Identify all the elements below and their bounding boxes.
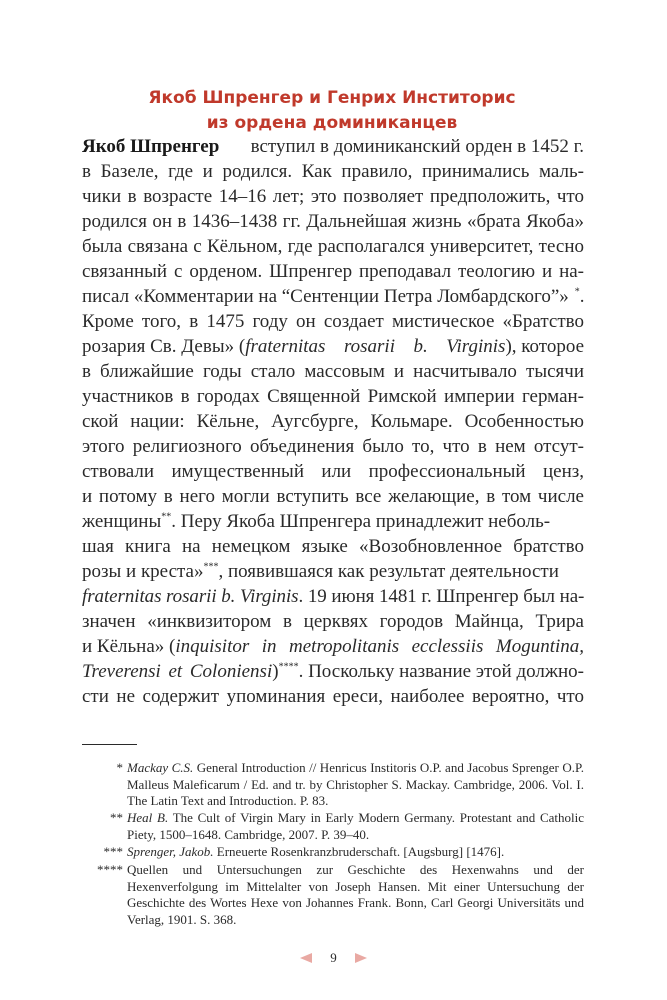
footnote-mark: * (116, 760, 123, 775)
footnote-author: Sprenger, Jakob. (127, 844, 214, 859)
latin-phrase: fraternitas rosarii b. Virginis (245, 336, 506, 357)
latin-phrase: inquisitor in metropolitanis ecclessiis Moguntina, (175, 636, 584, 657)
text-line (82, 184, 584, 209)
text-line (82, 509, 584, 534)
text-fragment: ской нации: Кёльне, Аугсбурге, Кольмаре. Особенностью (82, 411, 584, 432)
text-fragment: . (579, 286, 585, 307)
text-fragment: вступил в доминиканский орден в 1452 г. (250, 136, 584, 157)
prev-page-arrow-icon[interactable] (300, 953, 312, 963)
footnote-ref[interactable]: **** (278, 661, 299, 673)
footnote-text: Erneuerte Rosenkranzbruderschaft. [Augsburg] [1476]. (213, 844, 505, 859)
page-number: 9 (330, 950, 337, 965)
text-line (82, 159, 584, 184)
footnote-mark: ** (110, 810, 123, 825)
next-page-arrow-icon[interactable] (355, 953, 367, 963)
text-fragment: значен «инквизитором в церквях городов Майнца, Трира (82, 611, 584, 632)
text-line (82, 534, 584, 559)
text-line (82, 259, 584, 284)
text-fragment: , появившаяся как результат деятельности (218, 561, 559, 582)
footnote-author: Mackay C.S. (127, 760, 194, 775)
text-fragment: Кроме того, в 1475 году он создает мистическое «Братство (82, 311, 584, 332)
text-line (82, 434, 584, 459)
text-line (82, 634, 584, 659)
text-line (82, 209, 584, 234)
text-fragment: ) (272, 661, 279, 682)
footnote-ref[interactable]: *** (203, 561, 219, 573)
text-fragment: в ближайшие годы стало массовым и насчитывало тысячи (82, 361, 584, 382)
text-fragment: этого религиозного объединения было то, что в нем отсут- (82, 436, 584, 457)
chapter-heading-line-2: из ордена доминиканцев (206, 113, 458, 133)
text-line (82, 459, 584, 484)
text-fragment: и потому в него могли вступить все желающие, в том числе (82, 486, 584, 507)
text-line (82, 659, 584, 684)
footnote-ref[interactable]: ** (161, 511, 172, 523)
text-fragment: женщины (82, 511, 162, 532)
text-fragment: связанный с орденом. Шпренгер преподавал теологию и на- (82, 261, 584, 282)
text-fragment: чики в возрасте 14–16 лет; это позволяет предположить, что (82, 186, 584, 207)
footnote-mark: *** (103, 844, 123, 859)
footnote-divider (82, 744, 137, 745)
footnote (82, 810, 584, 843)
footnote-text: Quellen und Untersuchungen zur Geschichte des Hexenwahns und der Hexenverfolgung im Mittelalter von Joseph Hansen. Mit einer Untersuchung der Geschichte des Wortes Hexe von Johannes Frank. Bonn, Carl Georgi Universitäts und Verlag, 1901. S. 368. (127, 862, 584, 927)
text-line (82, 684, 584, 709)
text-fragment: . Перу Якоба Шпренгера принадлежит неболь- (171, 511, 551, 532)
text-fragment: и Кёльна» ( (82, 636, 176, 657)
text-fragment: в Базеле, где и родился. Как правило, принимались маль- (82, 161, 584, 182)
text-line (82, 134, 584, 159)
text-fragment: . 19 июня 1481 г. Шпренгер был на- (298, 586, 585, 607)
page-footer (0, 950, 667, 966)
latin-phrase: fraternitas rosarii b. Virginis (82, 586, 299, 607)
person-name: Якоб Шпренгер (82, 136, 220, 157)
chapter-heading-line-1: Якоб Шпренгер и Генрих Инститорис (148, 88, 516, 108)
text-line (82, 334, 584, 359)
footnote (82, 844, 584, 861)
text-fragment: участников в городах Священной Римской империи герман- (82, 386, 584, 407)
text-fragment: розы и креста» (82, 561, 204, 582)
text-fragment: шая книга на немецком языке «Возобновленное братство (82, 536, 584, 557)
body-text (82, 134, 584, 709)
text-line (82, 409, 584, 434)
text-line (82, 559, 584, 584)
text-line (82, 584, 584, 609)
text-fragment: розария Св. Девы» ( (82, 336, 246, 357)
text-line (82, 234, 584, 259)
text-line (82, 309, 584, 334)
footnote (82, 760, 584, 810)
footnote-text: General Introduction // Henricus Institoris O.P. and Jacobus Sprenger O.P. Malleus Maleficarum / Ed. and tr. by Christopher S. Mackay. Cambridge, 2006. Vol. I. The Latin Text and Introduction. P. 83. (127, 760, 585, 808)
text-fragment: писал «Комментарии на “Сентенции Петра Ломбардского”» (82, 286, 569, 307)
footnote-text: The Cult of Virgin Mary in Early Modern Germany. Protestant and Catholic Piety, 1500–1648. Cambridge, 2007. P. 39–40. (127, 810, 584, 842)
text-line (82, 284, 584, 309)
footnote-mark: **** (97, 862, 123, 877)
text-line (82, 384, 584, 409)
footnote-ref[interactable]: * (574, 286, 580, 298)
footnote-author: Heal B. (127, 810, 169, 825)
text-fragment: ствовали имущественный или профессиональный ценз, (82, 461, 584, 482)
text-fragment: родился он в 1436–1438 гг. Дальнейшая жизнь «брата Якоба» (82, 211, 584, 232)
text-fragment: . Поскольку название этой должно- (298, 661, 584, 682)
text-fragment: была связана с Кёльном, где располагался университет, тесно (82, 236, 584, 257)
text-fragment: ), которое (505, 336, 584, 357)
text-line (82, 359, 584, 384)
footnote (82, 862, 584, 928)
text-line (82, 609, 584, 634)
latin-phrase: Treverensi et Coloniensi (82, 661, 273, 682)
text-line (82, 484, 584, 509)
text-fragment: сти не содержит упоминания ереси, наиболее вероятно, что (82, 686, 584, 707)
